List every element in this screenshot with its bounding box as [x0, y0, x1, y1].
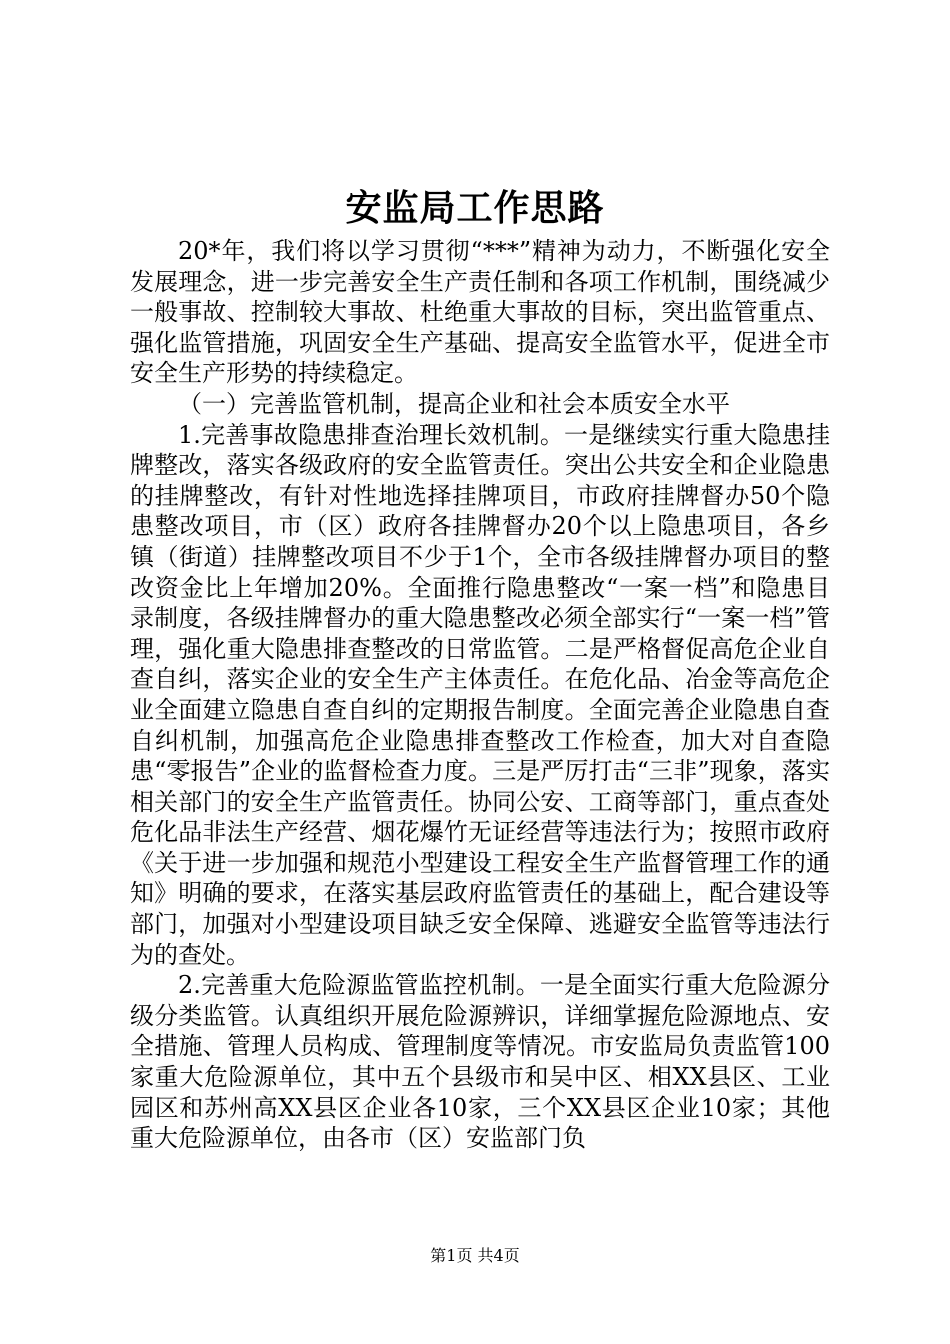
document-body [130, 236, 830, 1154]
paragraph-item-2: 2.完善重大危险源监管监控机制。一是全面实行重大危险源分级分类监管。认真组织开展危险源辨识，详细掌握危险源地点、安全措施、管理人员构成、管理制度等情况。市安监局负责监管100家重大危险源单位，其中五个县级市和吴中区、相XX县区、工业园区和苏州高XX县区企业各10家，三个XX县区企业10家；其他重大危险源单位，由各市（区）安监部门负 [130, 971, 830, 1153]
paragraph-intro: 20*年，我们将以学习贯彻“***”精神为动力，不断强化安全发展理念，进一步完善安全生产责任制和各项工作机制，围绕减少一般事故、控制较大事故、杜绝重大事故的目标，突出监管重点、强化监管措施，巩固安全生产基础、提高安全监管水平，促进全市安全生产形势的持续稳定。 [130, 237, 830, 388]
document-title: 安监局工作思路 [345, 187, 605, 229]
paragraph-item-1: 1.完善事故隐患排查治理长效机制。一是继续实行重大隐患挂牌整改，落实各级政府的安全监管责任。突出公共安全和企业隐患的挂牌整改，有针对性地选择挂牌项目，市政府挂牌督办50个隐患整改项目，市（区）政府各挂牌督办20个以上隐患项目，各乡镇（街道）挂牌整改项目不少于1个，全市各级挂牌督办项目的整改资金比上年增加20%。全面推行隐患整改“一案一档”和隐患目录制度，各级挂牌督办的重大隐患整改必须全部实行“一案一档”管理，强化重大隐患排查整改的日常监管。二是严格督促高危企业自查自纠，落实企业的安全生产主体责任。在危化品、冶金等高危企业全面建立隐患自查自纠的定期报告制度。全面完善企业隐患自查自纠机制，加强高危企业隐患排查整改工作检查，加大对自查隐患“零报告”企业的监督检查力度。三是严厉打击“三非”现象，落实相关部门的安全生产监管责任。协同公安、工商等部门，重点查处危化品非法生产经营、烟花爆竹无证经营等违法行为；按照市政府《关于进一步加强和规范小型建设工程安全生产监督管理工作的通知》明确的要求，在落实基层政府监管责任的基础上，配合建设等部门，加强对小型建设项目缺乏安全保障、逃避安全监管等违法行为的查处。 [130, 420, 830, 969]
section-heading: （一）完善监管机制，提高企业和社会本质安全水平 [178, 389, 730, 418]
page-footer: 第1页 共4页 [430, 1246, 520, 1265]
